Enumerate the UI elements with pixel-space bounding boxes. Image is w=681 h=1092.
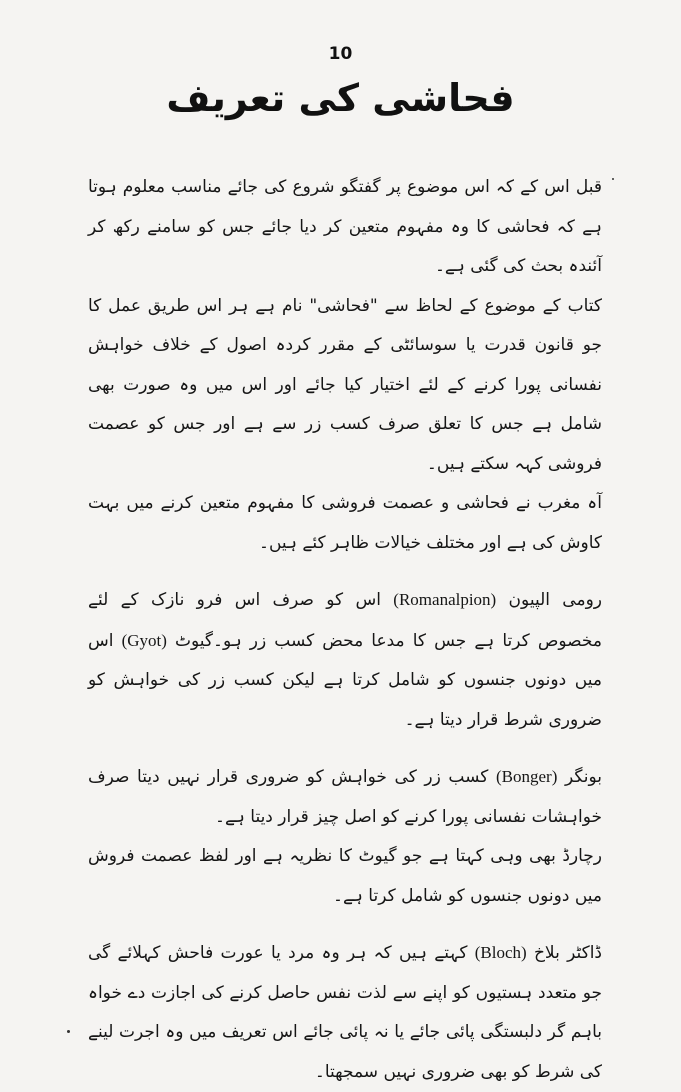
latin-term-gyot: (Gyot) — [121, 630, 167, 650]
paragraph-definition — [88, 287, 602, 485]
paragraph-intro — [88, 168, 602, 287]
chapter-title: فحاشی کی تعریف — [166, 76, 515, 120]
paragraph-text: کتاب کے موضوع کے لحاظ سے "فحاشی" نام ہے ہر اس طریق عمل کا جو قانون قدرت یا سوسائٹی کے مقرر کردہ اصول کے خلاف خواہش نفسانی پورا کرنے کے لئے اختیار کیا جائے اور اس میں وہ صورت بھی شامل ہے جس کا تعلق صرف کسب زر سے ہے اور جس کو عصمت فروشی کہہ سکتے ہیں۔ — [88, 295, 602, 474]
paragraph-bloch — [88, 933, 602, 1092]
paragraph-text: رومی الپیون — [496, 590, 603, 610]
paragraph-text: آہ مغرب نے فحاشی و عصمت فروشی کا مفہوم متعین کرنے میں بہت کاوش کی ہے اور مختلف خیالات ظاہر کئے ہیں۔ — [88, 493, 602, 553]
paragraph-text: بونگر — [557, 767, 602, 787]
paragraph-text: ڈاکٹر بلاخ — [526, 943, 602, 963]
paragraph-romanalpion — [88, 580, 602, 740]
paragraph-text: اس کو صرف اس فرو نازک کے لئے مخصوص کرتا ہے جس کا مدعا محض کسب زر ہو۔گیوٹ — [88, 590, 602, 651]
latin-term-romanalpion: (Romanalpion) — [393, 590, 497, 609]
paragraph-text: قبل اس کے کہ اس موضوع پر گفتگو شروع کی جائے مناسب معلوم ہوتا ہے کہ فحاشی کا وہ مفہوم متعین کر دیا جائے جس کو سامنے رکھ کر آئندہ بحث کی گئی ہے۔ — [88, 177, 602, 276]
paragraph-text: کسب زر کی خواہش کو ضروری قرار نہیں دیتا صرف خواہشات نفسانی پورا کرنے کو اصل چیز قرار دیتا ہے۔ — [88, 767, 602, 827]
paragraph-text: کہتے ہیں کہ ہر وہ مرد یا عورت فاحش کہلائے گی جو متعدد ہستیوں کو اپنے سے لذت نفس حاصل کرنے کی اجازت دے خواہ باہم گر دلبستگی پائی جائے یا نہ پائی جائے اس تعریف میں وہ اجرت لینے کی شرط کو بھی ضروری نہیں سمجھتا۔ — [88, 943, 602, 1082]
latin-term-bonger: (Bonger) — [496, 767, 558, 786]
scan-speck — [612, 178, 614, 180]
paragraph-text: رچارڈ بھی وہی کہتا ہے جو گیوٹ کا نظریہ ہے اور لفظ عصمت فروش میں دونوں جنسوں کو شامل کرتا ہے۔ — [88, 846, 602, 906]
body-text — [88, 168, 602, 1092]
paragraph-bonger — [88, 757, 602, 837]
scan-speck — [67, 1030, 70, 1033]
paragraph-richard — [88, 837, 602, 916]
latin-term-bloch: (Bloch) — [474, 943, 527, 962]
page-number: 10 — [328, 44, 353, 64]
paragraph-west — [88, 484, 602, 563]
paragraph-text: اس میں دونوں جنسوں کو شامل کرتا ہے لیکن کسب زر کی خواہش کو ضروری شرط قرار دیتا ہے۔ — [88, 630, 602, 730]
